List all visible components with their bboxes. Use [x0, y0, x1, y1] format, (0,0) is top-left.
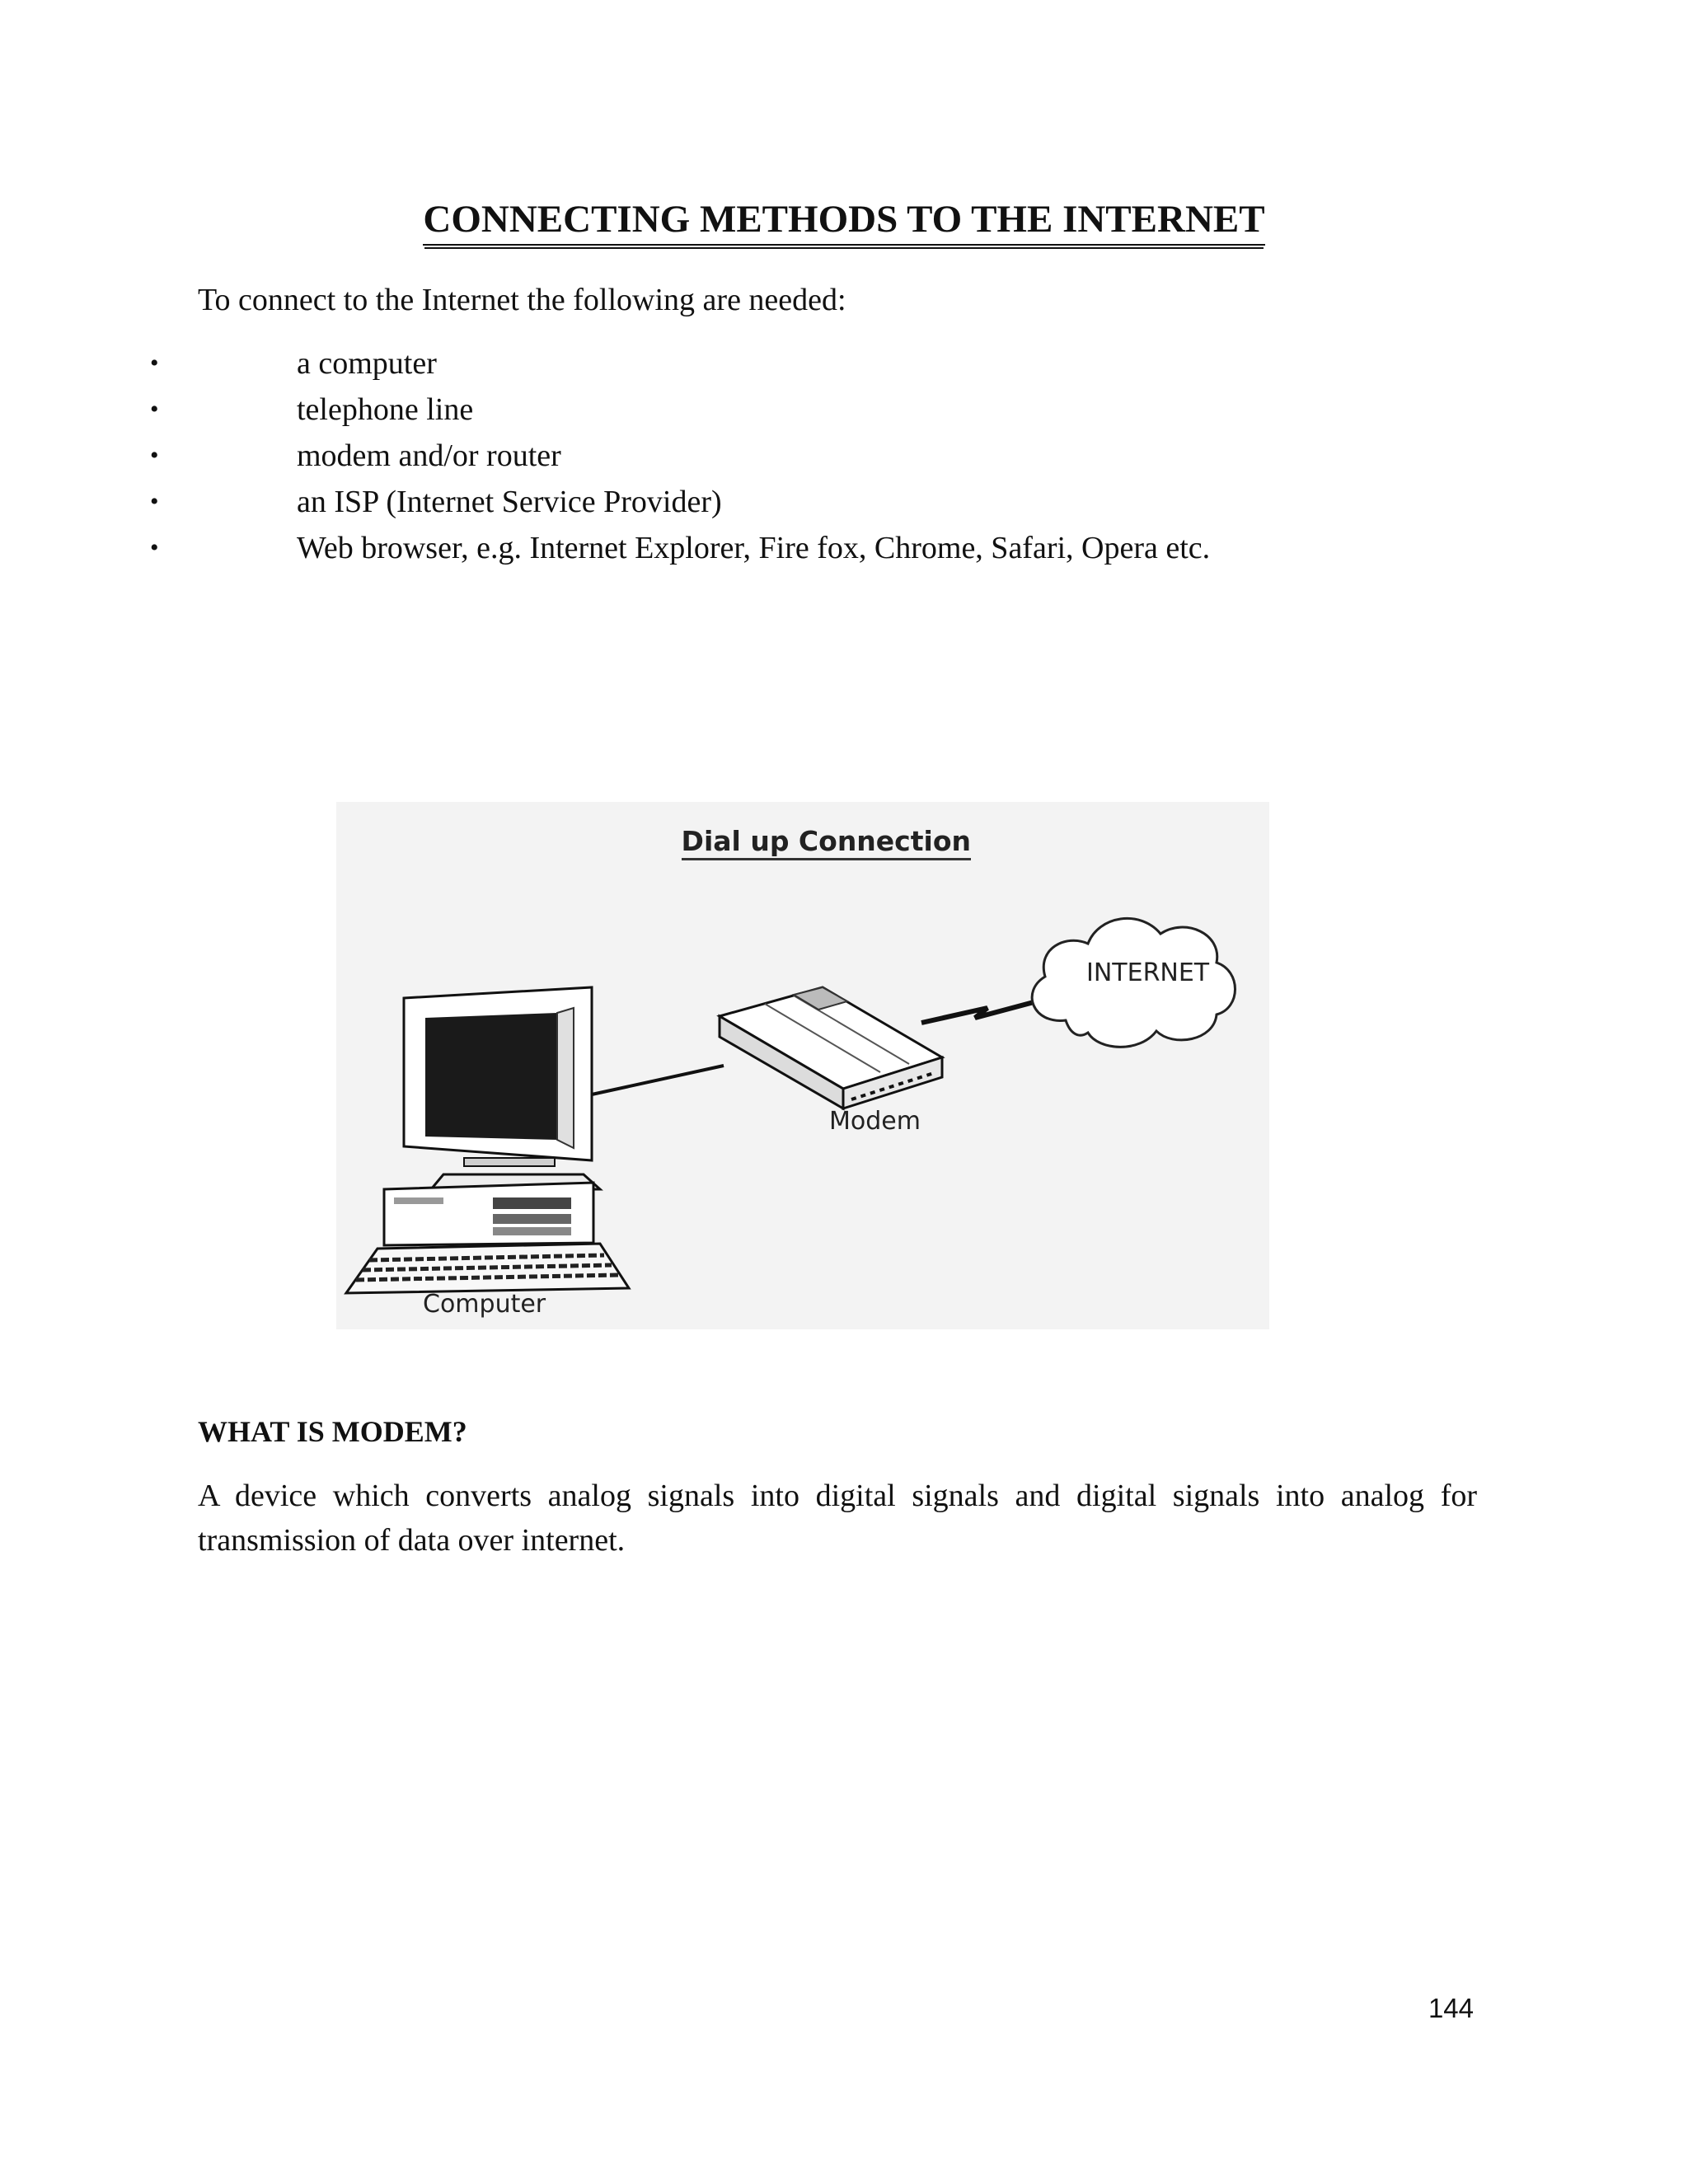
bullet-icon: •: [150, 534, 159, 561]
list-item-text: an ISP (Internet Service Provider): [297, 485, 722, 519]
diagram-artwork: [336, 802, 1269, 1329]
definition-text: A device which converts analog signals into digital signals and digital signals into analog for transmission of data over internet.: [198, 1479, 1477, 1558]
list-item: [0, 529, 1566, 575]
page-title: CONNECTING METHODS TO THE INTERNET: [0, 196, 1688, 246]
computer-icon: [346, 987, 629, 1293]
list-item-text: Web browser, e.g. Internet Explorer, Fire fox, Chrome, Safari, Opera etc.: [297, 531, 1211, 565]
computer-label: Computer: [423, 1290, 546, 1319]
list-item: [0, 391, 1566, 437]
dial-up-diagram: [336, 802, 1269, 1329]
modem-label: Modem: [829, 1107, 921, 1136]
bullet-icon: •: [150, 488, 159, 515]
lightning-link-icon: [921, 998, 1049, 1023]
phone-line: [592, 1066, 724, 1094]
list-item-text: telephone line: [297, 392, 474, 427]
diagram-title: Dial up Connection: [336, 825, 971, 857]
list-item-text: a computer: [297, 346, 437, 381]
bullet-icon: •: [150, 349, 159, 377]
intro-text: To connect to the Internet the following are needed:: [198, 283, 846, 317]
list-item: [0, 483, 1566, 529]
list-item: [0, 437, 1566, 483]
list-item-text: modem and/or router: [297, 438, 561, 473]
list-item: [0, 344, 1566, 391]
page-number: 144: [1428, 1993, 1474, 2023]
internet-label: INTERNET: [1086, 958, 1210, 987]
modem-icon: [720, 987, 942, 1108]
bullet-icon: •: [150, 442, 159, 469]
requirements-list: [0, 344, 1566, 575]
bullet-icon: •: [150, 396, 159, 423]
section-heading: WHAT IS MODEM?: [198, 1415, 467, 1448]
